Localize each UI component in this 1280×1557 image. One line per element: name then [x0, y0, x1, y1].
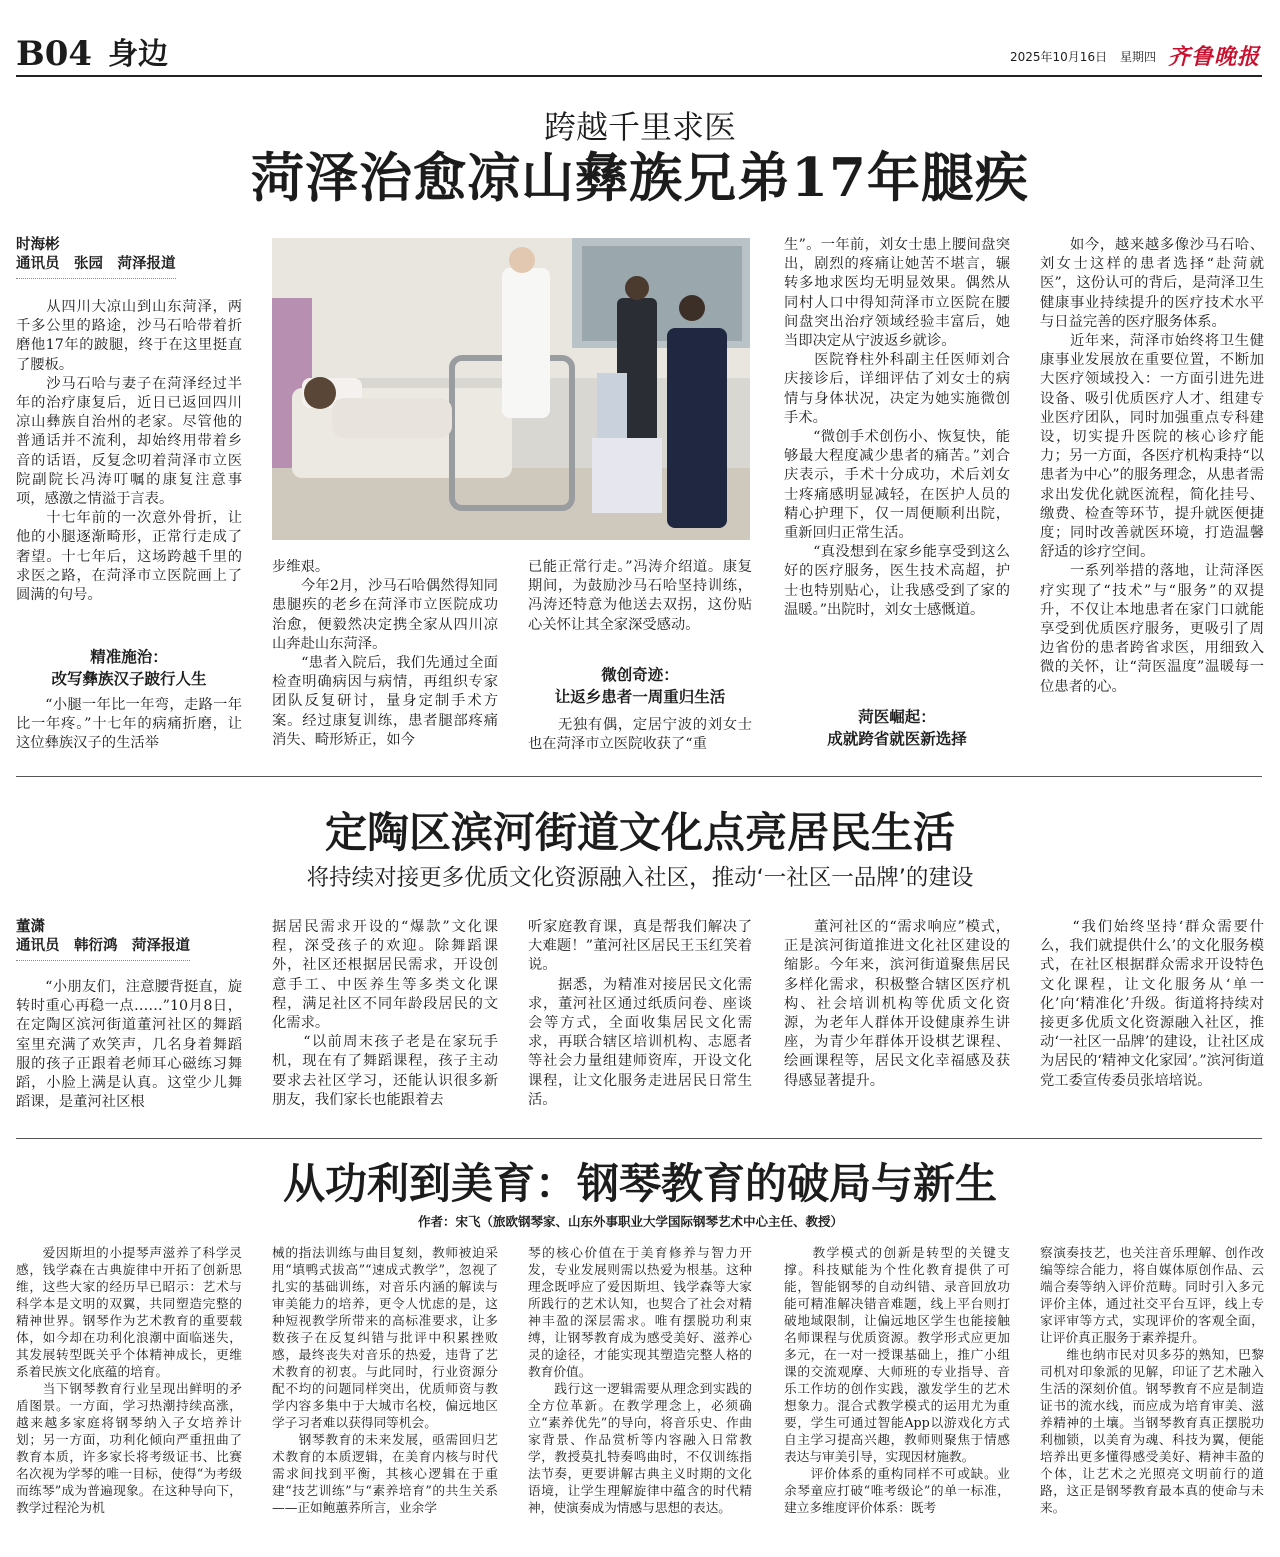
article1-headline: 菏泽治愈凉山彝族兄弟17年腿疾	[251, 147, 1029, 209]
article1-col4-text: 生”。一年前，刘女士患上腰间盘突出，剧烈的疼痛让她苦不堪言，辗转多地求医均无明显效果。偶然从同村人口中得知菏泽市立医院在腰间盘突出治疗领域经验丰富后，她当即决定从宁波返乡就诊。 医院脊柱外科副主任医师刘合庆接诊后，详细评估了刘女士的病情与身体状况，决定为她实施微创手术。 “微创手术创伤小、恢复快，能够最大程度减少患者的痛苦。”刘合庆表示，手术十分成功，术后刘女士疼痛感明显减轻，在医护人员的精心护理下，仅一周便顺利出院，重新回归正常生活。 “真没想到在家乡能享受到这么好的医疗服务，医生技术高超，护士也特别贴心，让我感受到了家的温暖。”出院时，刘女士感慨道。	[784, 237, 1010, 618]
article2-subhead: 将持续对接更多优质文化资源融入社区，推动‘一社区一品牌’的建设	[306, 865, 974, 891]
article2-col3-text: 听家庭教育课，真是帮我们解决了大难题！”董河社区居民王玉红笑着说。 据悉，为精准对接居民文化需求，董河社区通过纸质问卷、座谈会等方式，全面收集居民文化需求，再联合辖区培训机构、志愿者等社会力量组建师资库，开设文化课程，让文化服务走进居民日常生活。	[528, 919, 752, 1108]
masthead-logo: 齐鲁晚报	[1168, 44, 1261, 70]
article1-col2-text: 步维艰。 今年2月，沙马石哈偶然得知同患腿疾的老乡在菏泽市立医院成功治愈，便毅然决定携全家从四川凉山奔赴山东菏泽。 “患者入院后，我们先通过全面检查明确病因与病情，再组织专家团队反复研讨，量身定制手术方案。经过康复训练，患者腿部疼痛消失、畸形矫正，如今	[272, 559, 498, 748]
article2-byline	[16, 918, 236, 961]
article3-col5-text: 察演奏技艺，也关注音乐理解、创作改编等综合能力，将自媒体原创作品、云端合奏等纳入评价范畴。同时引入多元评价主体，通过社交平台互评，线上专家评审等方式，实现评价的客观全面，让评价真正服务于素养提升。 维也纳市民对贝多芬的熟知，巴黎司机对印象派的见解，印证了艺术融入生活的深刻价值。钢琴教育不应是制造证书的流水线，而应成为培育审美、滋养精神的土壤。当钢琴教育真正摆脱功利枷锁，以美育为魂、科技为翼，便能培养出更多懂得感受美好、精神丰盈的个体，让艺术之光照亮文明前行的道路，这正是钢琴教育最本真的使命与未来。	[1040, 1245, 1264, 1515]
article2-col5-text: “我们始终坚持‘群众需要什么，我们就提供什么’的文化服务模式，在社区根据群众需求开设特色文化课程，让文化服务从‘单一化’向‘精准化’升级。街道将持续对接更多优质文化资源融入社区，推动‘一社区一品牌’的建设，让社区成为居民的‘精神文化家园’。”滨河街道党工委宣传委员张培培说。	[1040, 919, 1264, 1089]
article1-col3-text-2: 无独有偶，定居宁波的刘女士也在菏泽市立医院收获了“重	[528, 717, 752, 753]
hospital-ward-photo	[272, 238, 750, 540]
article3-headline: 从功利到美育：钢琴教育的破局与新生	[282, 1159, 997, 1208]
byline-reporter: 董潇	[16, 919, 45, 935]
article2-col4-text: 董河社区的“需求响应”模式，正是滨河街道推进文化社区建设的缩影。今年来，滨河街道聚焦居民多样化需求，积极整合辖区医疗机构、社会培训机构等优质文化资源，为老年人群体开设健康养生讲座，为青少年群体开设棋艺课程、绘画课程等，居民文化幸福感及获得感显著提升。	[784, 919, 1010, 1089]
article1-subhead-1: 精准施治： 改写彝族汉子跛行人生	[51, 648, 207, 688]
article1-kicker: 跨越千里求医	[543, 108, 736, 146]
issue-weekday: 星期四	[1120, 50, 1157, 64]
article2-headline: 定陶区滨河街道文化点亮居民生活	[324, 808, 955, 857]
article2-col2-text: 据居民需求开设的“爆款”文化课程，深受孩子的欢迎。除舞蹈课外，社区还根据居民需求，开设创意手工、中医养生等多类文化课程，满足社区不同年龄段居民的文化需求。 “以前周末孩子老是在家玩手机，现在有了舞蹈课程，孩子主动要求去社区学习，还能认识很多新朋友，我们家长也能跟着去	[272, 919, 498, 1108]
section-rule-1	[16, 776, 1262, 777]
article2-col1-text: “小朋友们，注意腰背挺直，旋转时重心再稳一点……”10月8日，在定陶区滨河街道董河社区的舞蹈室里充满了欢笑声，几名身着舞蹈服的孩子正跟着老师耳心磁练习舞蹈，小脸上满是认真。这堂少儿舞蹈课，是董河社区根	[16, 979, 242, 1111]
section-rule-2	[16, 1138, 1262, 1139]
article3-col1-text: 爱因斯坦的小提琴声滋养了科学灵感，钱学森在古典旋律中开拓了创新思维，这些大家的经历早已昭示：艺术与科学本是文明的双翼，共同塑造完整的精神世界。钢琴作为艺术教育的重要载体，如今却在功利化浪潮中面临迷失，其发展转型既关乎个体精神成长，更维系着民族文化底蕴的培育。 当下钢琴教育行业呈现出鲜明的矛盾图景。一方面，学习热潮持续高涨，越来越多家庭将钢琴纳入子女培养计划；另一方面，功利化倾向严重扭曲了教育本质，许多家长将考级证书、比赛名次视为学琴的唯一目标，使得“为考级而练琴”成为普遍现象。在这种导向下，教学过程沦为机	[16, 1245, 242, 1515]
article3-col3-text: 琴的核心价值在于美育修养与智力开发，专业发展则需以热爱为根基。这种理念既呼应了爱因斯坦、钱学森等大家所践行的艺术认知，也契合了社会对精神丰盈的深层需求。唯有摆脱功利束缚，让钢琴教育成为感受美好、滋养心灵的途径，才能实现其塑造完整人格的教育价值。 践行这一逻辑需要从理念到实践的全方位革新。在教学理念上，必须确立“素养优先”的导向，将音乐史、作曲家背景、作品赏析等内容融入日常教学，教授莫扎特奏鸣曲时，不仅训练指法节奏，更要讲解古典主义时期的文化语境，让学生理解旋律中蕴含的时代精神，使演奏成为情感与思想的表达。	[528, 1245, 752, 1515]
article1-col5-text: 如今，越来越多像沙马石哈、刘女士这样的患者选择“赴菏就医”，这份认可的背后，是菏泽卫生健康事业持续提升的医疗技术水平与日益完善的医疗服务体系。 近年来，菏泽市始终将卫生健康事业发展放在重要位置，不断加大医疗领域投入：一方面引进先进设备、吸引优质医疗人才、组建专业医疗团队，同时加强重点专科建设，切实提升医院的核心诊疗能力；另一方面，各医疗机构秉持“以患者为中心”的服务理念，从患者需求出发优化就医流程，简化挂号、缴费、检查等环节，提升就医便捷度；同时改善就医环境，打造温馨舒适的诊疗空间。 一系列举措的落地，让菏泽医疗实现了“技术”与“服务”的双提升，不仅让本地患者在家门口就能享受到优质医疗服务，更吸引了周边省份的患者跨省求医，用细致入微的关怀，让“菏医温度”温暖每一位患者的心。	[1040, 237, 1264, 695]
header-rule	[16, 75, 1262, 77]
section-name: 身边	[108, 37, 168, 72]
article1-col3-text: 已能正常行走。”冯涛介绍道。康复期间，为鼓励沙马石哈坚持训练，冯涛还特意为他送去双拐，这份贴心关怀让其全家深受感动。	[528, 559, 752, 633]
article3-col4-text: 教学模式的创新是转型的关键支撑。科技赋能为个性化教育提供了可能，智能钢琴的自动纠错、录音回放功能可精准解决错音难题，线上平台则打破地域限制，让偏远地区学生也能接触名师课程与优质资源。教学形式应更加多元，在一对一授课基础上，推广小组课的交流观摩、大师班的专业指导、音乐工作坊的创作实践，激发学生的艺术想象力。混合式教学模式的运用尤为重要，学生可通过智能App以游戏化方式自主学习提高兴趣，教师则聚焦于情感表达与审美引导，实现因材施教。 评价体系的重构同样不可或缺。业余琴童应打破“唯考级论”的单一标准，建立多维度评价体系：既考	[784, 1245, 1010, 1515]
byline-correspondent: 通讯员 韩衍鸿 菏泽报道	[16, 937, 236, 961]
issue-date: 2025年10月16日	[1010, 50, 1108, 64]
byline-reporter: 时海彬	[16, 237, 60, 253]
article1-subhead-3: 菏医崛起： 成就跨省就医新选择	[827, 708, 967, 748]
article1-subhead-2: 微创奇迹： 让返乡患者一周重归生活	[554, 666, 726, 706]
page-number: B04	[16, 34, 93, 74]
article1-byline	[16, 236, 236, 279]
article1-col1-text: 从四川大凉山到山东菏泽，两千多公里的路途，沙马石哈带着折磨他17年的跛腿，终于在这里挺直了腰板。 沙马石哈与妻子在菏泽经过半年的治疗康复后，近日已返回四川凉山彝族自治州的老家。尽管他的普通话并不流利，却始终用带着乡音的话语，反复念叨着菏泽市立医院副院长冯涛叮嘱的康复注意事项，感激之情溢于言表。 十七年前的一次意外骨折，让他的小腿逐渐畸形，正常行走成了奢望。十七年后，这场跨越千里的求医之路，在菏泽市立医院画上了圆满的句号。	[16, 299, 242, 604]
article3-author: 作者：宋飞（旅欧钢琴家、山东外事职业大学国际钢琴艺术中心主任、教授）	[418, 1214, 844, 1229]
article1-col1-text-2: “小腿一年比一年弯，走路一年比一年疼。”十七年的病痛折磨，让这位彝族汉子的生活举	[16, 697, 242, 752]
byline-correspondent: 通讯员 张园 菏泽报道	[16, 255, 236, 279]
article3-col2-text: 械的指法训练与曲目复刻，教师被迫采用“填鸭式拔高”“速成式教学”，忽视了扎实的基础训练，对音乐内涵的解读与审美能力的培养，更令人忧虑的是，这种短视教学所带来的高标准要求，让多数孩子在反复纠错与批评中积累挫败感，最终丧失对音乐的热爱，违背了艺术教育的初衷。与此同时，行业资源分配不均的问题同样突出，优质师资与教学内容多集中于大城市名校，偏远地区学子习者难以获得同等机会。 钢琴教育的未来发展，亟需回归艺术教育的本质逻辑，在美育内核与时代需求间找到平衡，其核心逻辑在于重建“技艺训练”与“素养培育”的共生关系——正如鲍蕙荞所言，业余学	[272, 1245, 498, 1515]
